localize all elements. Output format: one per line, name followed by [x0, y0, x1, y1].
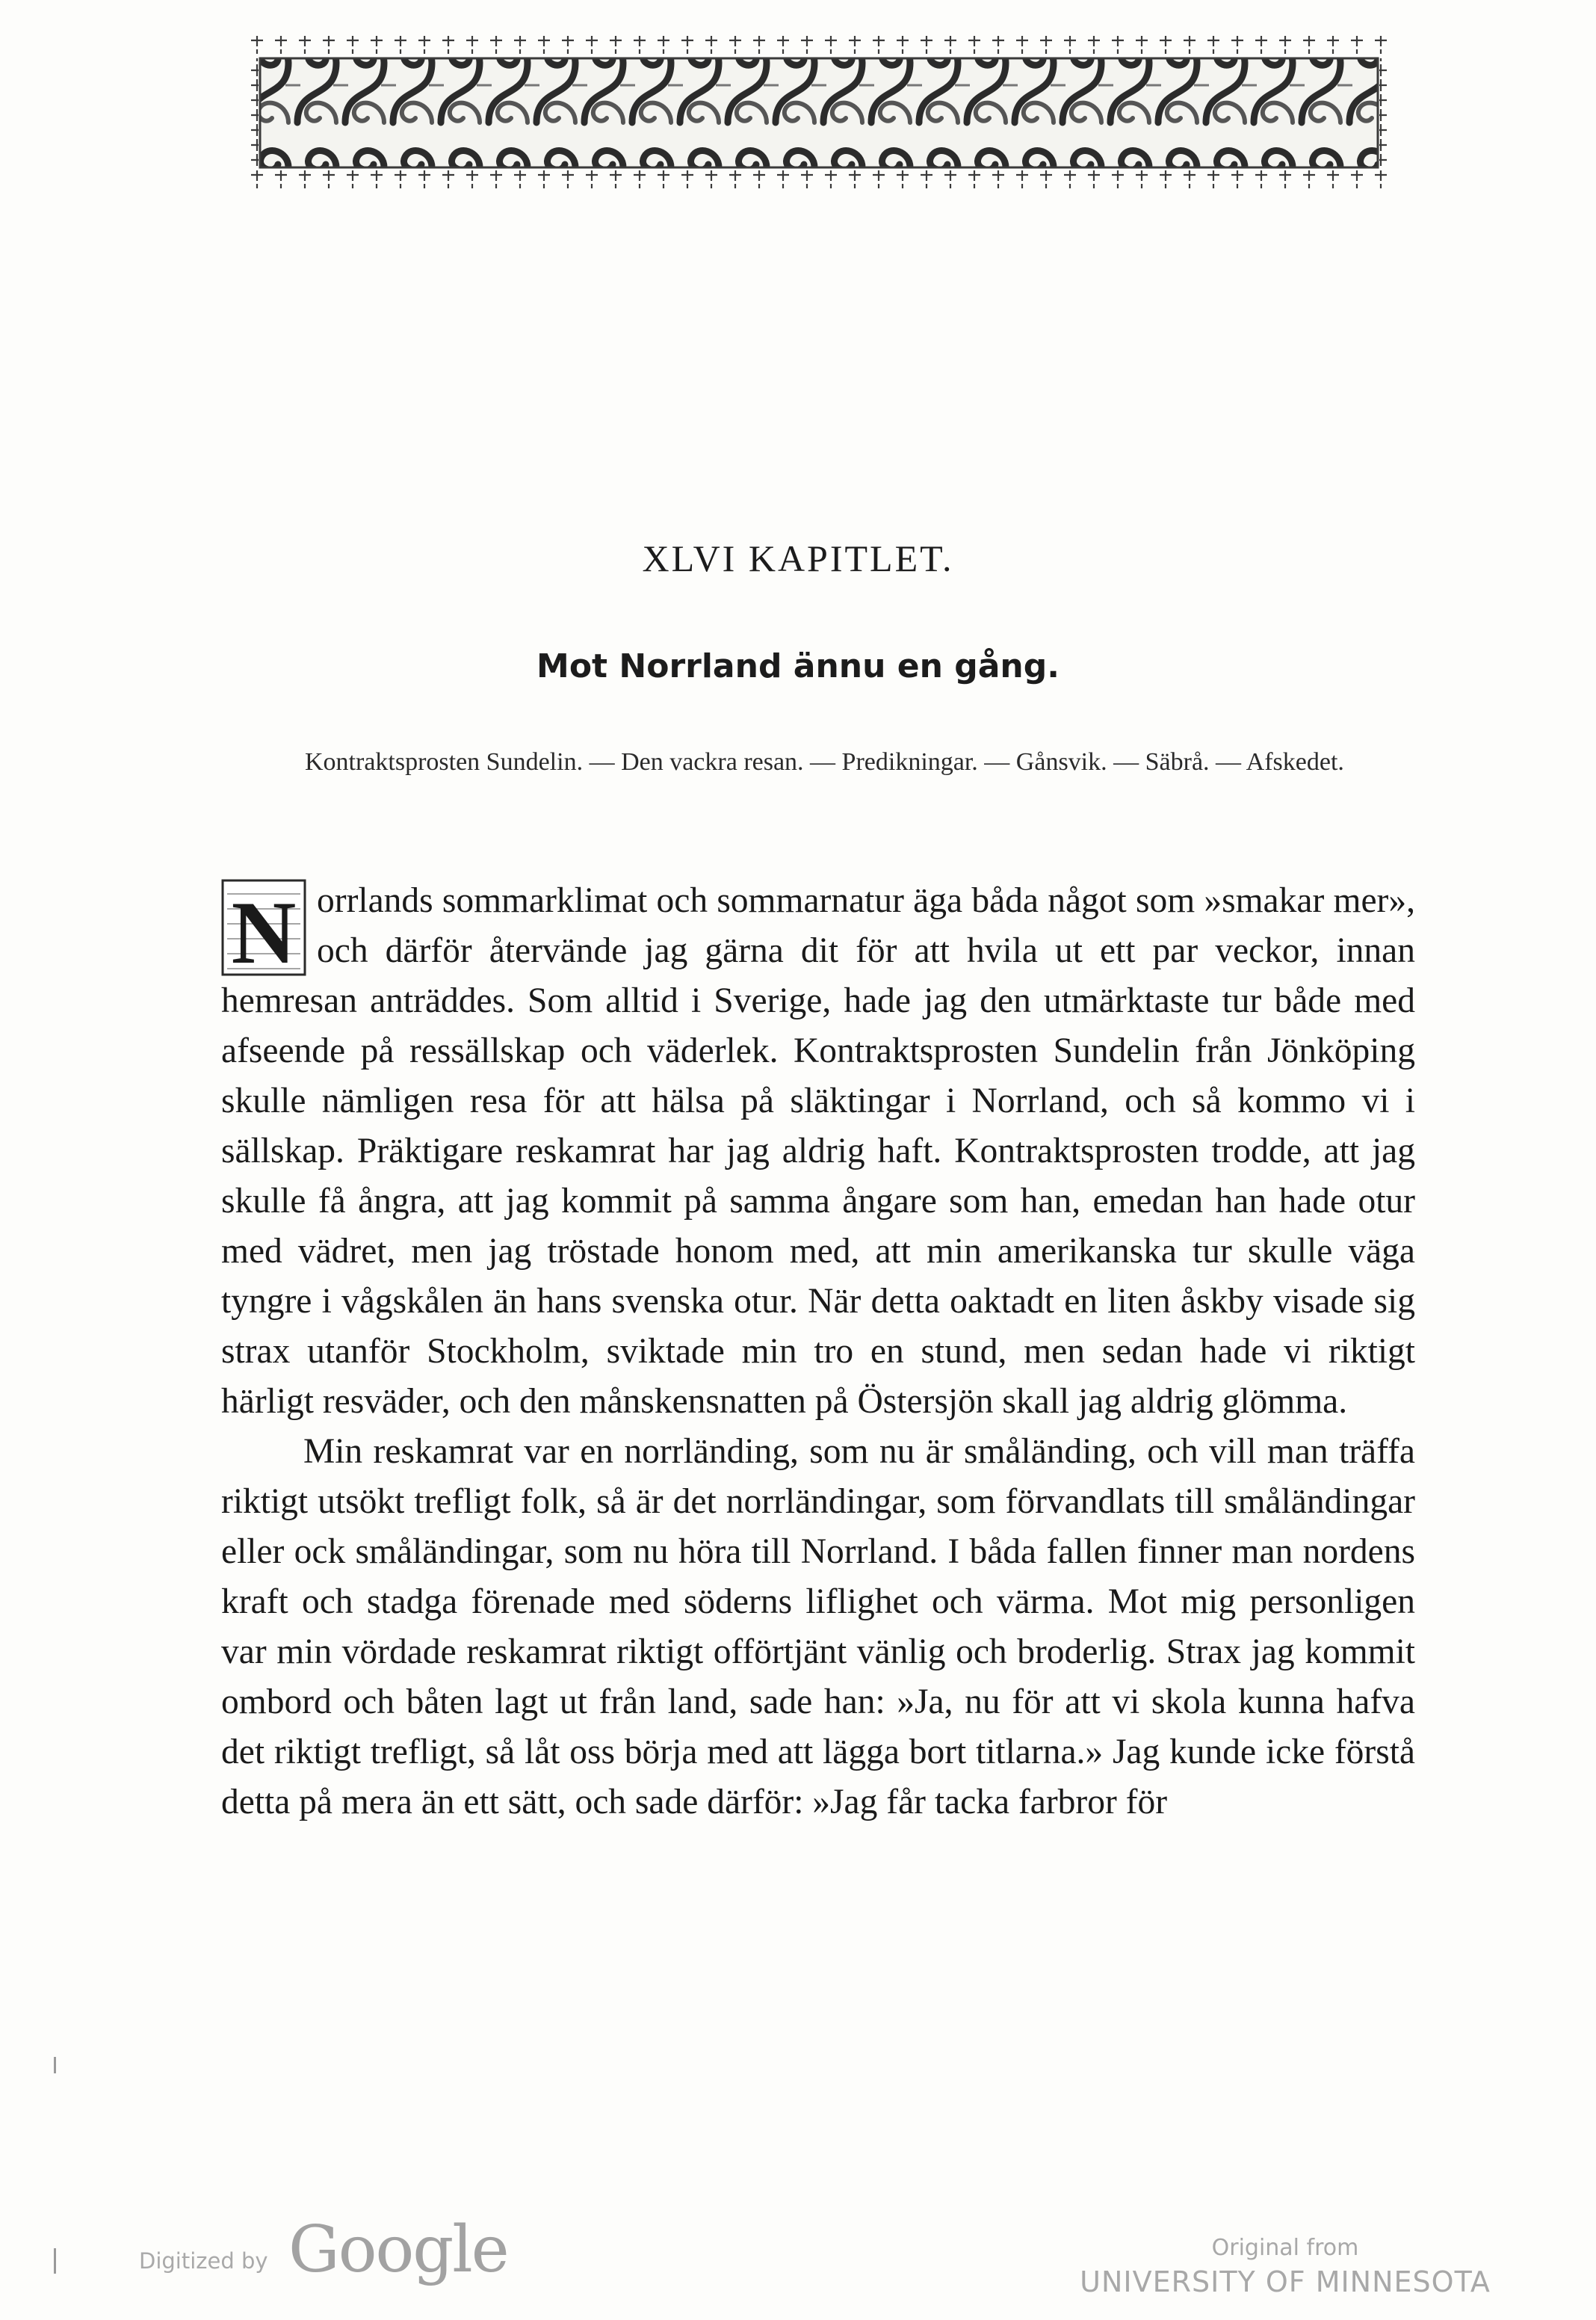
paragraph-1 [221, 876, 1415, 1427]
paragraph-2: Min reskamrat var en norrländing, som nu är småländing, och vill man träffa riktigt utsökt trefligt folk, så är det norrländingar, som förvandlats till småländingar eller ock småländingar, som nu höra till Norrland. I båda fallen finner man nordens kraft och stadga förenade med söderns liflighet och värma. Mot mig personligen var min vördade reskamrat riktigt offörtjänt vänlig och broderlig. Strax jag kommit ombord och båten lagt ut från land, sade han: »Ja, nu för att vi skola kunna hafva det riktigt trefligt, så låt oss börja med att lägga bort titlarna.» Jag kunde icke förstå detta på mera än ett sätt, och sade därför: »Jag får tacka farbror för [221, 1432, 1415, 1821]
digitized-by-watermark [139, 2212, 528, 2287]
original-from-label: Original from [1211, 2235, 1359, 2261]
google-logo: Google [288, 2212, 508, 2287]
university-label: UNIVERSITY OF MINNESOTA [1080, 2265, 1491, 2298]
chapter-subtitle: Mot Norrland ännu en gång. [536, 647, 1060, 685]
paragraph-1-text: orrlands sommarklimat och sommarnatur äga båda något som »smakar mer», och därför återvände jag gärna dit för att hvila ut ett par veckor, innan hemresan anträddes. Som alltid i Sverige, hade jag den utmärktaste tur både med afseende på ressällskap och väderlek. Kontraktsprosten Sundelin från Jönköping skulle nämligen resa för att hälsa på släktingar i Norrland, och så kommo vi i sällskap. Präktigare reskamrat har jag aldrig haft. Kontraktsprosten trodde, att jag skulle få ångra, att jag kommit på samma ångare som han, emedan han hade otur med vädret, men jag tröstade honom med, att min amerikanska tur skulle väga tyngre i vågskålen än hans svenska otur. När detta oaktadt en liten åskby visade sig strax utanför Stockholm, sviktade min tro en stund, men sedan hade vi riktigt härligt resväder, och den månskensnatten på Östersjön skall jag aldrig glömma. [221, 881, 1415, 1421]
margin-mark-bottom [54, 2248, 56, 2274]
digitized-by-label: Digitized by [139, 2248, 268, 2274]
margin-mark-top [54, 2057, 56, 2073]
ornamental-initial-icon [221, 879, 306, 976]
chapter-summary: Kontraktsprosten Sundelin. — Den vackra resan. — Predikningar. — Gånsvik. — Säbrå. — Afskedet. [305, 748, 1344, 776]
original-from-watermark [1061, 2233, 1509, 2301]
chapter-title: XLVI KAPITLET. [642, 537, 954, 579]
dropcap-letter: N [231, 883, 297, 976]
body-text [221, 876, 1415, 1827]
header-ornament-icon [245, 33, 1393, 191]
